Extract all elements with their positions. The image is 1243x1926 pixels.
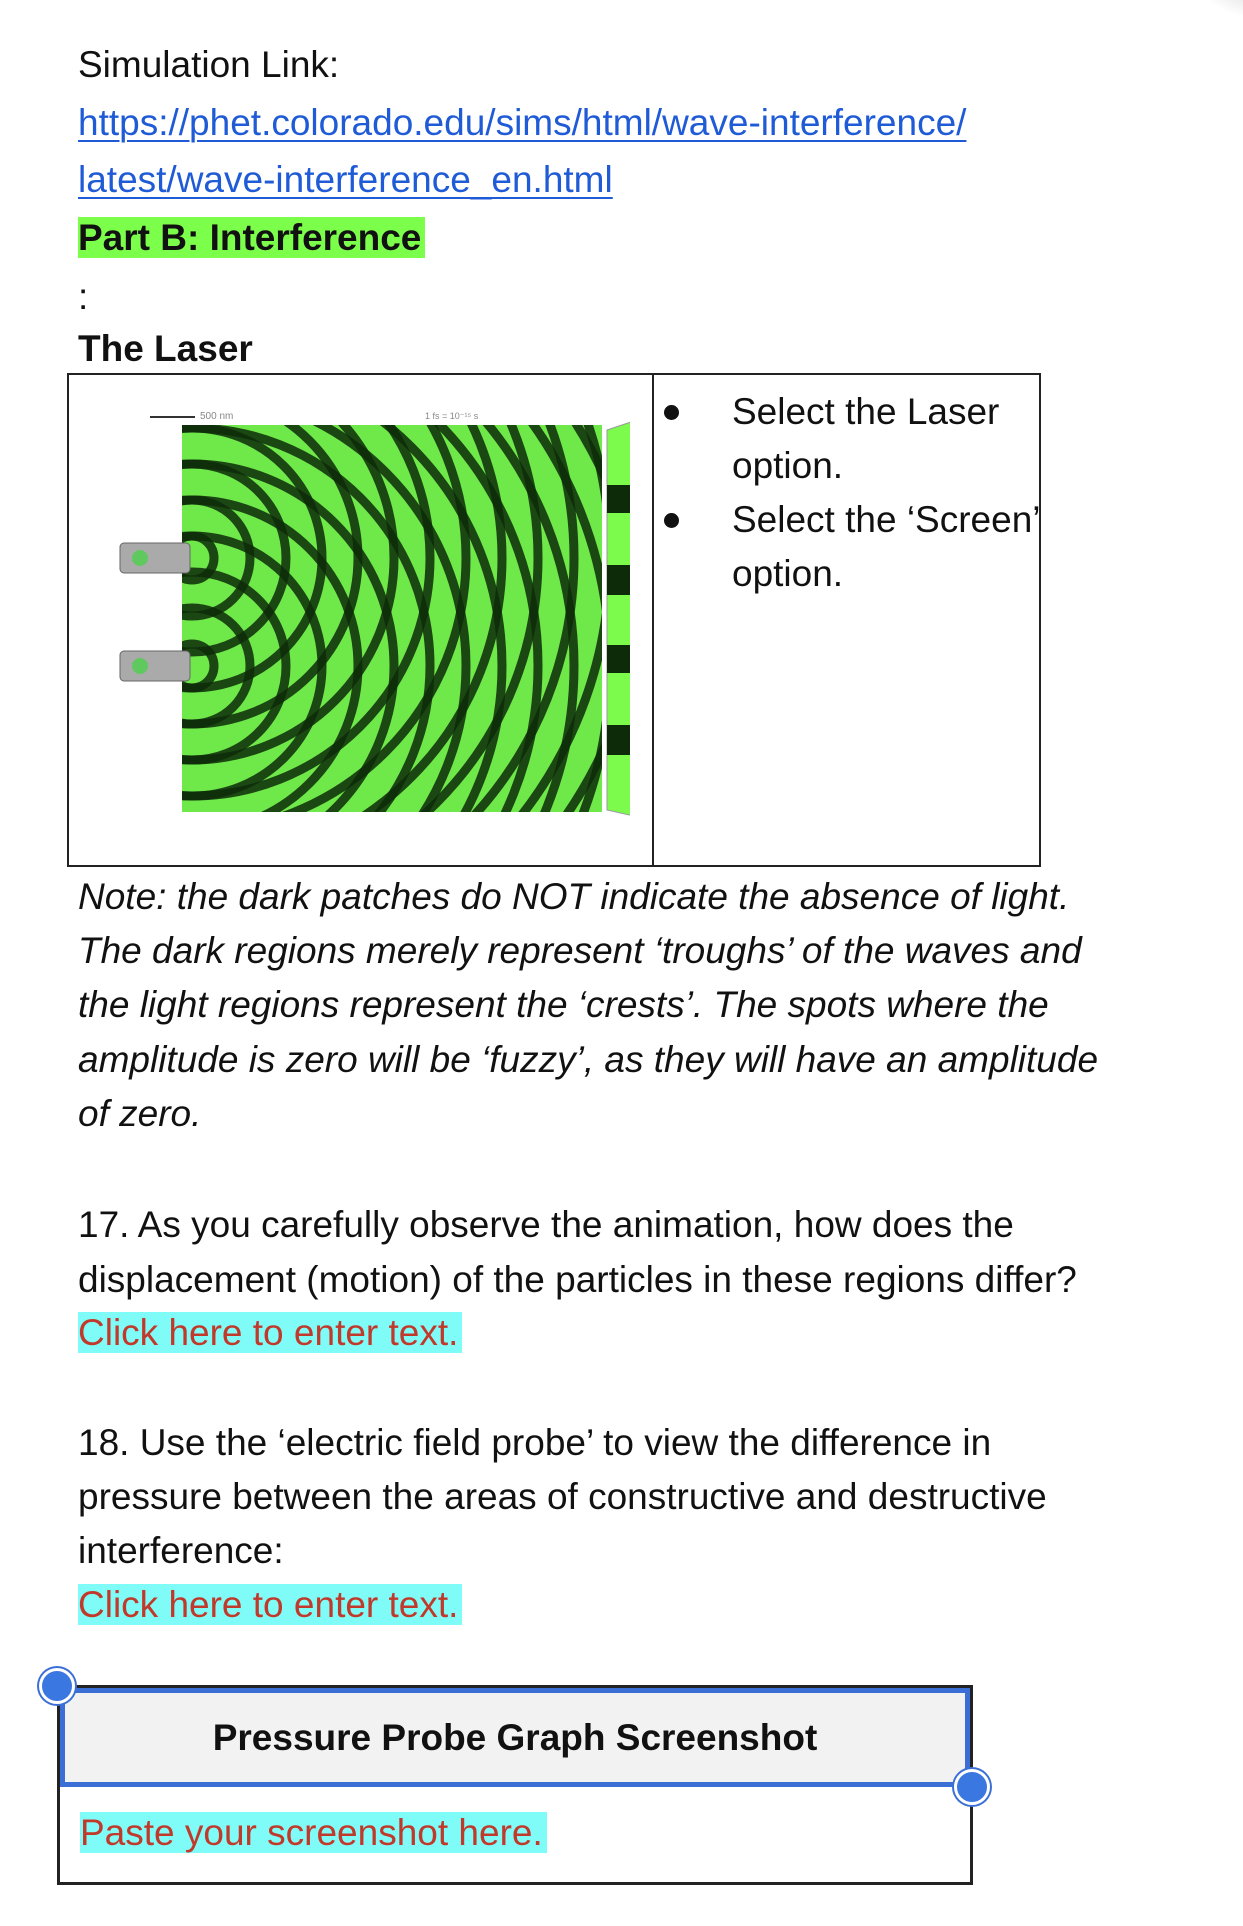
laser-emitter-icon (120, 651, 190, 681)
wave-field (110, 395, 630, 835)
probe-graph-box (57, 1685, 973, 1885)
note-line: of zero. (78, 1093, 202, 1134)
laser-emitter-icon (120, 543, 190, 573)
page-curl-shadow (1193, 0, 1243, 20)
part-b-heading-line (78, 211, 425, 265)
bullet-text: Select the ‘Screen’ option. (732, 499, 1040, 594)
selection-handle-bottom-right[interactable] (954, 1769, 990, 1805)
probe-graph-title: Pressure Probe Graph Screenshot (212, 1717, 818, 1758)
bullet-icon (664, 405, 679, 420)
interference-figure (110, 395, 630, 835)
simulation-label: Simulation Link: (78, 44, 340, 85)
note-line: Note: the dark patches do NOT indicate the absence of light. (78, 876, 1070, 917)
screen-panel (607, 415, 630, 820)
time-label: 1 fs = 10⁻¹⁵ s (425, 411, 479, 421)
scale-label: 500 nm (200, 411, 234, 422)
question-17-answer-field[interactable]: Click here to enter text. (78, 1312, 462, 1353)
question-18-answer-field[interactable]: Click here to enter text. (78, 1584, 462, 1625)
paste-screenshot-field[interactable]: Paste your screenshot here. (80, 1812, 547, 1853)
question-18-line: pressure between the areas of constructive and destructive (78, 1476, 1047, 1517)
part-b-colon: : (78, 276, 89, 317)
note-line: amplitude is zero will be ‘fuzzy’, as they will have an amplitude (78, 1039, 1099, 1080)
question-18-line: 18. Use the ‘electric field probe’ to view the difference in (78, 1422, 992, 1463)
question-18-answer-line[interactable] (78, 1578, 462, 1632)
selection-handle-top-left[interactable] (39, 1668, 75, 1704)
probe-graph-header[interactable] (60, 1688, 970, 1787)
question-18-line: interference: (78, 1530, 284, 1571)
simulation-link-line2[interactable] (78, 153, 613, 207)
bullet-icon (664, 513, 679, 528)
note-line: the light regions represent the ‘crests’. The spots where the (78, 984, 1049, 1025)
question-17-line: 17. As you carefully observe the animation, how does the (78, 1204, 1014, 1245)
bullet-text: Select the Laser option. (732, 391, 1000, 486)
simulation-link[interactable]: https://phet.colorado.edu/sims/html/wave-interference/ (78, 102, 967, 143)
simulation-link-continued[interactable]: latest/wave-interference_en.html (78, 159, 613, 200)
simulation-link-line1[interactable] (78, 96, 966, 150)
paste-screenshot-line[interactable] (80, 1806, 547, 1860)
laser-heading: The Laser (78, 328, 253, 369)
question-17-line: displacement (motion) of the particles in these regions differ? (78, 1259, 1077, 1300)
question-17-answer-line[interactable] (78, 1306, 462, 1360)
part-b-heading: Part B: Interference (78, 217, 425, 258)
laser-instructions-cell (654, 375, 1039, 865)
note-line: The dark regions merely represent ‘troughs’ of the waves and (78, 930, 1082, 971)
